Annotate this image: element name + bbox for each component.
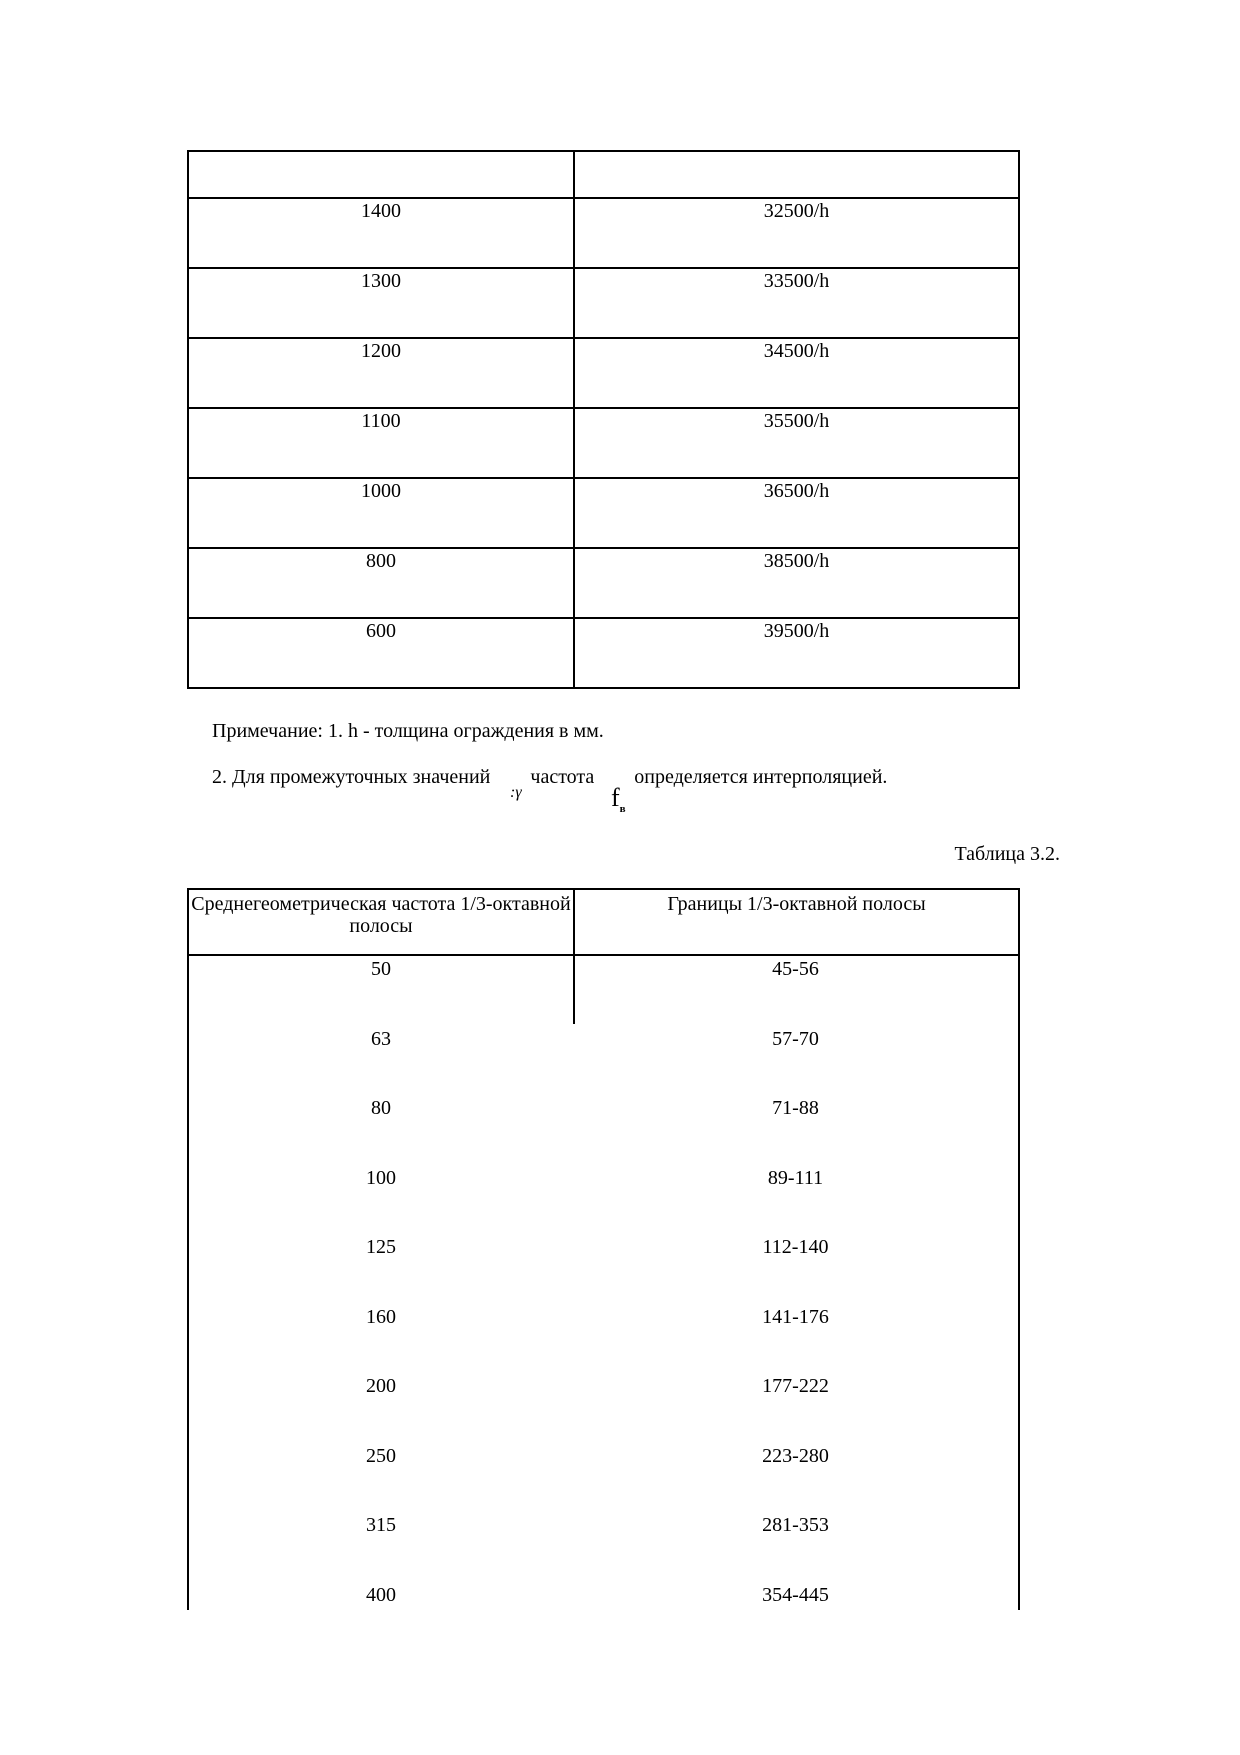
note-thickness: Примечание: 1. h - толщина ограждения в мм. (212, 720, 604, 742)
table-cell: 112-140 (762, 1236, 829, 1258)
table-header-cell (188, 151, 574, 198)
table-row (188, 198, 1019, 268)
table-row (189, 1512, 1018, 1582)
table-row (188, 478, 1019, 548)
table-cell: 800 (188, 548, 574, 618)
table-cell: 125 (366, 1236, 396, 1258)
thickness-frequency-table (187, 150, 1020, 689)
column-divider (573, 956, 575, 1024)
table-cell: 35500/h (574, 408, 1019, 478)
table-cell: 89-111 (767, 1166, 824, 1189)
table-cell: 63 (371, 1027, 391, 1050)
table-row (189, 1165, 1018, 1235)
table-cell: 200 (366, 1375, 396, 1397)
table-cell: 45-56 (772, 958, 819, 980)
table-cell: 32500/h (574, 198, 1019, 268)
table-row (188, 408, 1019, 478)
note-interpolation (212, 766, 887, 789)
table-cell: 1200 (188, 338, 574, 408)
table-cell: 354-445 (762, 1583, 829, 1606)
octave-band-table (187, 888, 1020, 1610)
note-text: 2. Для промежуточных значений (212, 766, 491, 788)
table-row (189, 1373, 1018, 1443)
table-header-cell (574, 151, 1019, 198)
table-header-cell: Границы 1/3-октавной полосы (667, 893, 926, 915)
table-row (188, 618, 1019, 688)
table-row (189, 1304, 1018, 1374)
table-cell: 1300 (188, 268, 574, 338)
table-cell: 315 (366, 1514, 396, 1536)
table-cell: 223-280 (762, 1444, 829, 1467)
table-cell: 50 (371, 958, 391, 980)
table-cell: 177-222 (762, 1375, 829, 1397)
table-row (189, 1443, 1018, 1513)
table-row (189, 1582, 1018, 1652)
table-cell: 600 (188, 618, 574, 688)
table-header-row (187, 888, 1020, 956)
frequency-symbol-letter: f (611, 783, 620, 812)
note-text: определяется интерполяцией. (634, 766, 888, 788)
table-cell: 80 (371, 1097, 391, 1119)
table-header-cell: Среднегеометрическая частота 1/3-октавной полосы (189, 890, 575, 954)
table-cell: 39500/h (574, 618, 1019, 688)
table-cell: 141-176 (762, 1305, 829, 1328)
table-row (188, 338, 1019, 408)
note-text: частота (530, 766, 595, 788)
table-row (189, 956, 1018, 1026)
table-cell: 36500/h (574, 478, 1019, 548)
frequency-symbol (611, 783, 626, 815)
table-row (188, 548, 1019, 618)
table-cell: 400 (366, 1583, 396, 1606)
table-caption: Таблица 3.2. (954, 843, 1060, 865)
table-cell: 281-353 (762, 1514, 829, 1536)
table-cell: 1000 (188, 478, 574, 548)
table-cell: 100 (366, 1166, 396, 1189)
table-body (187, 956, 1020, 1610)
table-row (188, 268, 1019, 338)
table-row (189, 1026, 1018, 1096)
table-header-row (188, 151, 1019, 198)
table-row (189, 1095, 1018, 1165)
table-cell: 160 (366, 1305, 396, 1328)
gamma-symbol: :γ (510, 784, 522, 801)
table-cell: 71-88 (772, 1097, 819, 1119)
table-cell: 57-70 (772, 1027, 819, 1050)
table-cell: 34500/h (574, 338, 1019, 408)
frequency-symbol-subscript: в (619, 803, 626, 816)
table-cell: 250 (366, 1444, 396, 1467)
table-cell: 38500/h (574, 548, 1019, 618)
table-cell: 1100 (188, 408, 574, 478)
table-row (189, 1234, 1018, 1304)
table-cell: 1400 (188, 198, 574, 268)
table-cell: 33500/h (574, 268, 1019, 338)
